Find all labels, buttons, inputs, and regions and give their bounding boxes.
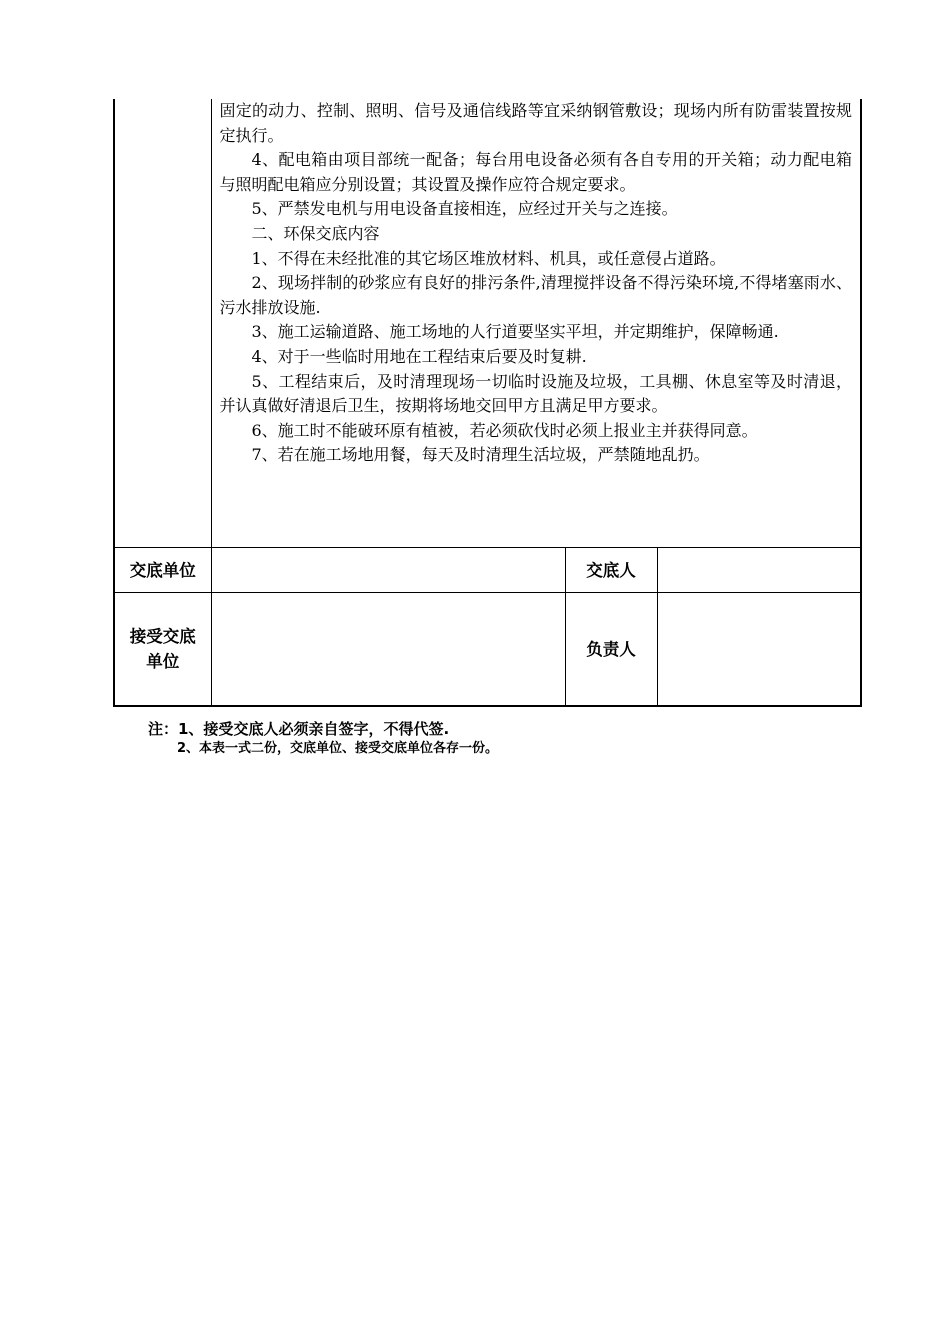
disclosure-table (113, 99, 862, 707)
content-paragraph: 4、配电箱由项目部统一配备；每台用电设备必须有各自专用的开关箱；动力配电箱与照明配电箱应分别设置；其设置及操作应符合规定要求。 (219, 150, 853, 194)
notes (148, 718, 498, 758)
content-paragraph: 2、现场拌制的砂浆应有良好的排污条件,清理搅拌设备不得污染环境,不得堵塞雨水、污水排放设施. (219, 273, 853, 317)
discloser-label: 交底人 (565, 548, 657, 593)
content-left-cell (114, 99, 211, 548)
receiving-unit-field[interactable] (211, 593, 565, 707)
receiving-unit-label-line1: 接受交底 (129, 627, 196, 646)
content-paragraph: 4、对于一些临时用地在工程结束后要及时复耕. (251, 346, 587, 366)
content-paragraph: 5、严禁发电机与用电设备直接相连，应经过开关与之连接。 (251, 199, 678, 219)
receiving-unit-row (114, 593, 861, 707)
content-paragraph: 5、工程结束后，及时清理现场一切临时设施及垃圾，工具棚、休息室等及时清退，并认真做好清退后卫生，按期将场地交回甲方且满足甲方要求。 (219, 371, 853, 416)
disclosing-unit-field[interactable] (211, 548, 565, 593)
content-paragraph: 二、环保交底内容 (251, 223, 380, 243)
content-row (114, 99, 861, 548)
content-paragraph: 固定的动力、控制、照明、信号及通信线路等宜采纳钢管敷设；现场内所有防雷装置按规定执行。 (219, 101, 853, 145)
responsible-label: 负责人 (565, 593, 657, 707)
content-paragraph: 7、若在施工场地用餐，每天及时清理生活垃圾，严禁随地乱扔。 (251, 445, 710, 465)
content-paragraph: 6、施工时不能破环原有植被，若必须砍伐时必须上报业主并获得同意。 (251, 420, 758, 440)
content-text-cell (211, 99, 861, 548)
note-2: 2、本表一式二份，交底单位、接受交底单位各存一份。 (177, 741, 499, 756)
disclosing-unit-row (114, 548, 861, 593)
responsible-field[interactable] (657, 593, 861, 707)
receiving-unit-label (114, 593, 211, 707)
disclosing-unit-label: 交底单位 (114, 548, 211, 593)
discloser-field[interactable] (657, 548, 861, 593)
content-paragraphs (220, 99, 853, 468)
receiving-unit-label-line2: 单位 (146, 652, 180, 671)
content-paragraph: 3、施工运输道路、施工场地的人行道要坚实平坦，并定期维护，保障畅通. (251, 322, 779, 342)
note-1: 注：1、接受交底人必须亲自签字，不得代签. (148, 720, 450, 738)
content-paragraph: 1、不得在未经批准的其它场区堆放材料、机具，或任意侵占道路。 (251, 248, 726, 268)
